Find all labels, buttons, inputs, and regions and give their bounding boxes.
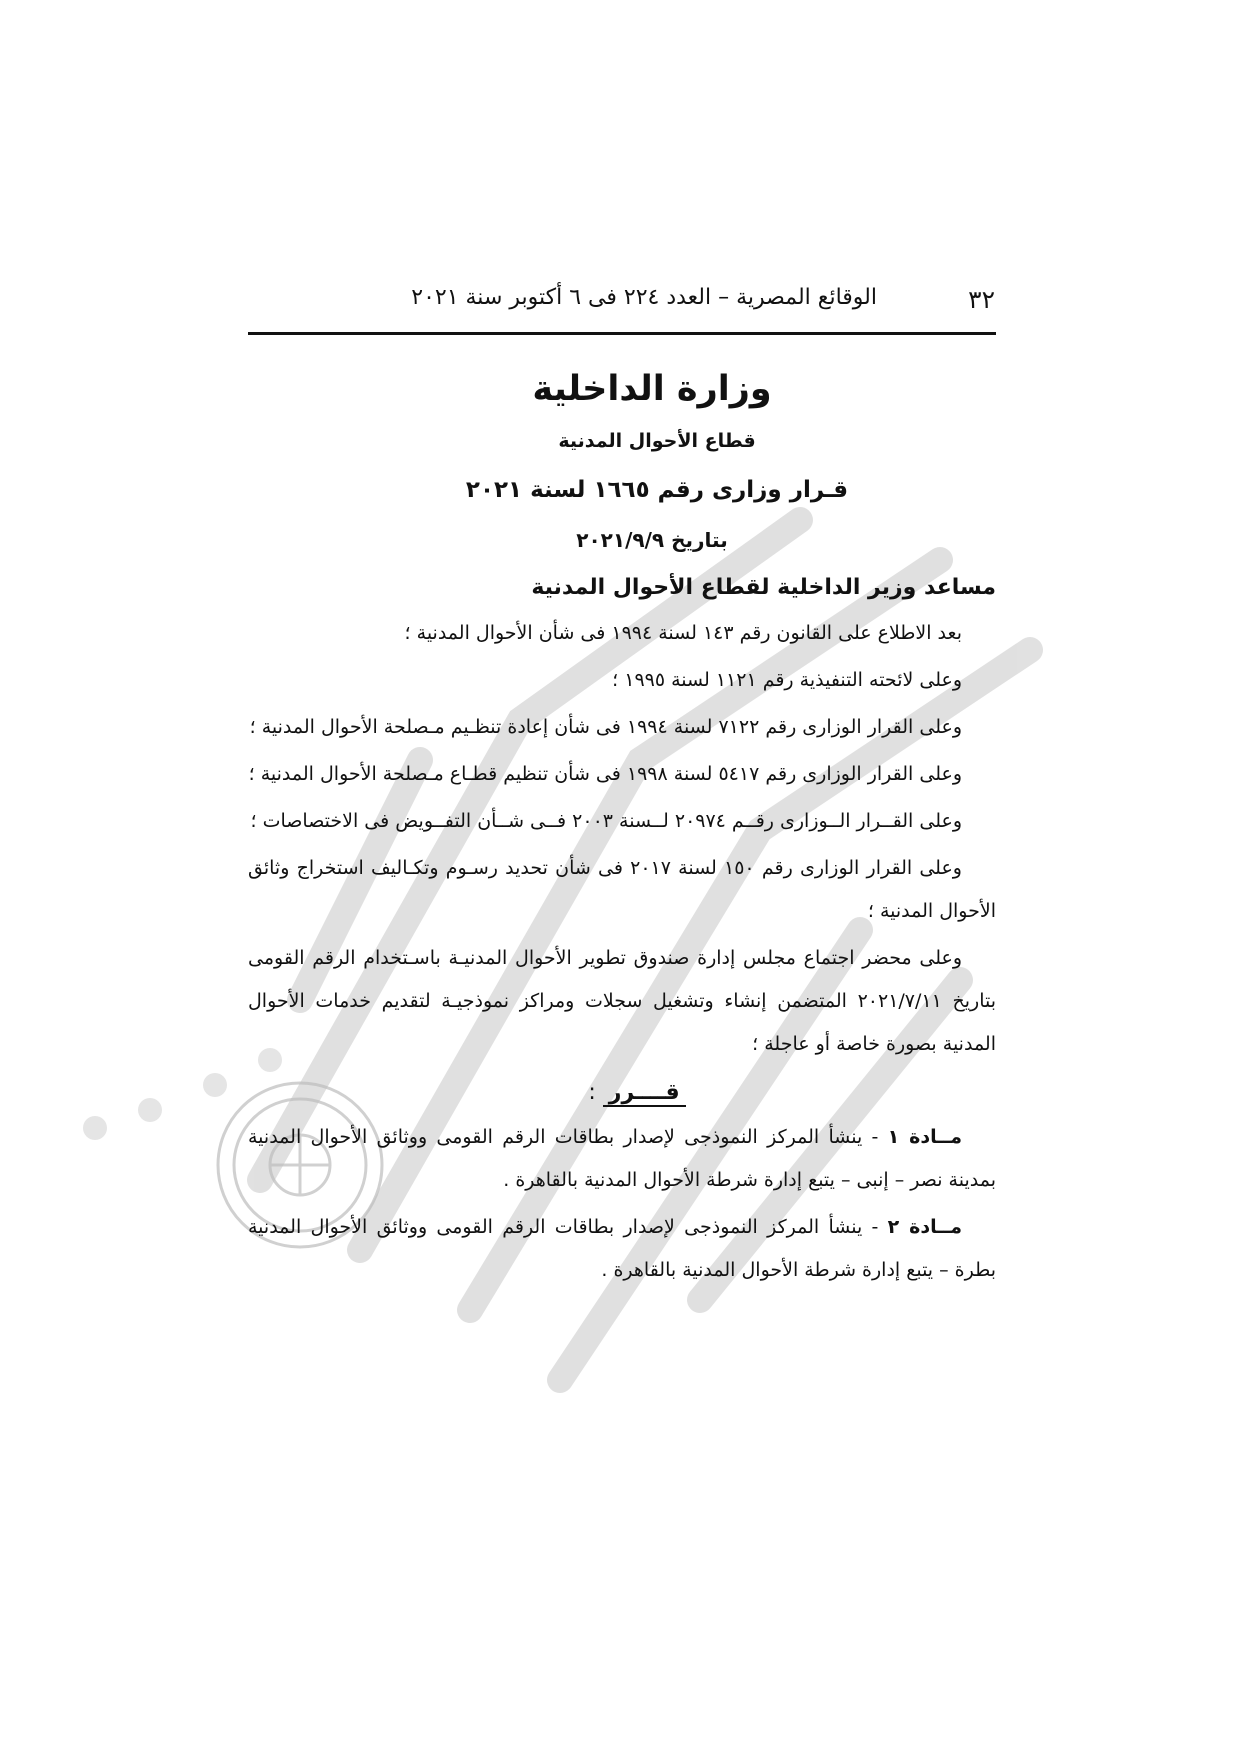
page-number: ٣٢ [968,285,995,314]
preamble-paragraph: وعلى القــرار الــوزارى رقــم ٢٠٩٧٤ لــسنة ٢٠٠٣ فــى شــأن التفــويض فى الاختصاصات ؛ [250,810,962,832]
decision-date: بتاريخ ٢٠٢١/٩/٩ [576,528,728,552]
issuer-title: مساعد وزير الداخلية لقطاع الأحوال المدنية [531,575,996,600]
article-text: - ينشأ المركز النموذجى لإصدار بطاقات الرقم القومى ووثائق الأحوال المدنية بطرة – يتبع إدارة شرطة الأحوال المدنية بالقاهرة . [248,1216,996,1281]
preamble-paragraph: بعد الاطلاع على القانون رقم ١٤٣ لسنة ١٩٩٤ فى شأن الأحوال المدنية ؛ [404,622,962,644]
article-label: مــادة ١ [887,1126,962,1148]
preamble-paragraph: وعلى القرار الوزارى رقم ١٥٠ لسنة ٢٠١٧ فى شأن تحديد رسـوم وتكـاليف استخراج وثائق الأحوال المدنية ؛ [248,857,996,922]
decided-heading [248,1070,996,1116]
preamble-paragraph: وعلى محضر اجتماع مجلس إدارة صندوق تطوير الأحوال المدنيـة باسـتخدام الرقم القومى بتاريخ ٢٠٢١/٧/١١ المتضمن إنشاء وتشغيل سجلات ومراكز نموذجيـة لتقديم خدمات الأحوال المدنية بصورة خاصة أو عاجلة ؛ [248,947,997,1055]
article-label: مــادة ٢ [887,1216,962,1238]
decision-title: قـرار وزارى رقم ١٦٦٥ لسنة ٢٠٢١ [465,477,849,503]
issue-line: الوقائع المصرية – العدد ٢٢٤ فى ٦ أكتوبر سنة ٢٠٢١ [411,285,877,310]
document-body [248,360,996,1296]
article-text: - ينشأ المركز النموذجى لإصدار بطاقات الرقم القومى ووثائق الأحوال المدنية بمدينة نصر – إنبى – يتبع إدارة شرطة الأحوال المدنية بالقاهرة . [248,1126,996,1191]
running-header [355,285,995,325]
preamble-paragraph: وعلى لائحته التنفيذية رقم ١١٢١ لسنة ١٩٩٥ ؛ [612,669,962,691]
decided-colon: : [588,1080,603,1105]
decided-word: قــــرر [603,1080,686,1107]
article-paragraph [248,1206,996,1292]
ministry-title: وزارة الداخلية [532,369,772,409]
preamble-paragraph: وعلى القرار الوزارى رقم ٧١٢٢ لسنة ١٩٩٤ فى شأن إعادة تنظـيم مـصلحة الأحوال المدنية ؛ [249,716,962,738]
sector-title: قطاع الأحوال المدنية [558,430,756,452]
preamble-paragraph: وعلى القرار الوزارى رقم ٥٤١٧ لسنة ١٩٩٨ فى شأن تنظيم قطـاع مـصلحة الأحوال المدنية ؛ [248,763,962,785]
article-paragraph [248,1116,996,1202]
header-divider [248,332,996,335]
